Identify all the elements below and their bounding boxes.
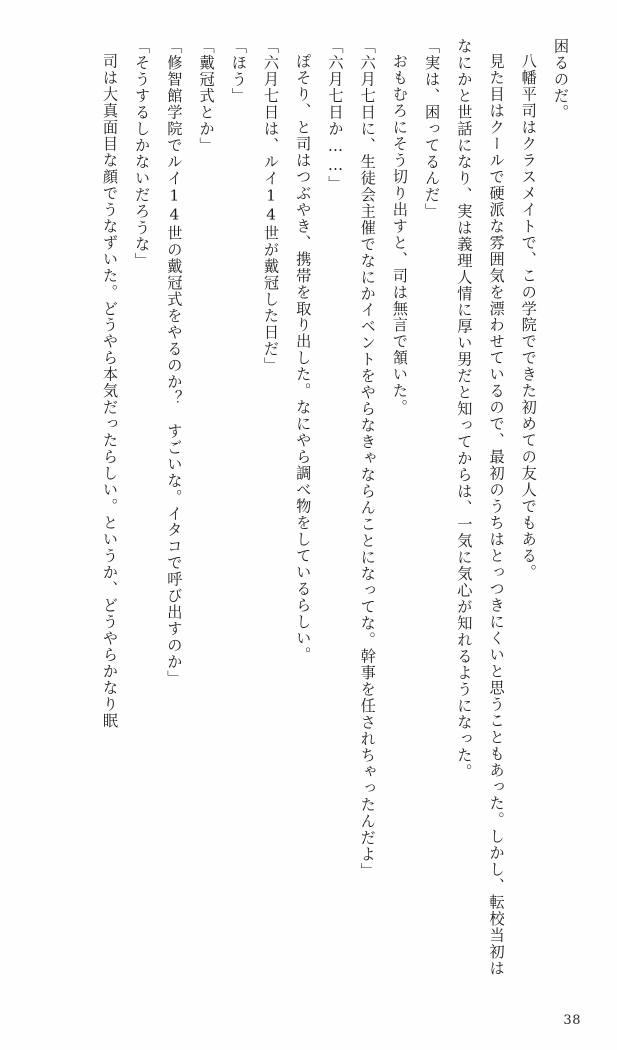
paragraph: 見た目はクールで硬派な雰囲気を漂わせているので、最初のうちはとっつきにくいと思うこともあった。しかし、転校当初はなにかと世話になり、実は義理人情に厚い男だと知ってからは、一気に気心が知れるようになった。 — [455, 38, 506, 977]
paragraph: おもむろにそう切り出すと、司は無言で頷いた。 — [390, 53, 409, 417]
vertical-text-body — [30, 38, 577, 978]
paragraph: 司は大真面目な顔でうなずいた。どうやら本気だったらしい。というか、どうやらかなり眠 — [100, 53, 119, 730]
paragraph: 困るのだ。 — [552, 38, 570, 121]
page-number: 38 — [563, 1013, 581, 1028]
paragraph-dialogue: 「実は、困ってるんだ」 — [423, 38, 442, 220]
paragraph-dialogue: 「そうするしかないだろうな」 — [133, 38, 152, 269]
paragraph-dialogue: 「六月七日は、ルイ14世が戴冠した日だ」 — [262, 38, 281, 374]
paragraph-dialogue: 「六月七日か……」 — [326, 38, 345, 193]
paragraph: ぽそり、と司はつぶやき、携帯を取り出した。なにやら調べ物をしているらしい。 — [294, 53, 313, 664]
paragraph-dialogue: 「ほう」 — [229, 38, 248, 104]
paragraph-dialogue: 「六月七日に、生徒会主催でなにかイベントをやらなきゃならんことになってな。幹事を任されちゃったんだよ」 — [358, 38, 377, 880]
paragraph-dialogue: 「修智館学院でルイ14世の戴冠式をやるのか？ すごいな。イタコで呼び出すのか」 — [165, 38, 184, 687]
paragraph-dialogue: 「戴冠式とか」 — [197, 38, 216, 154]
paragraph: 八幡平司はクラスメイトで、この学院でできた初めての友人でもある。 — [519, 53, 538, 581]
